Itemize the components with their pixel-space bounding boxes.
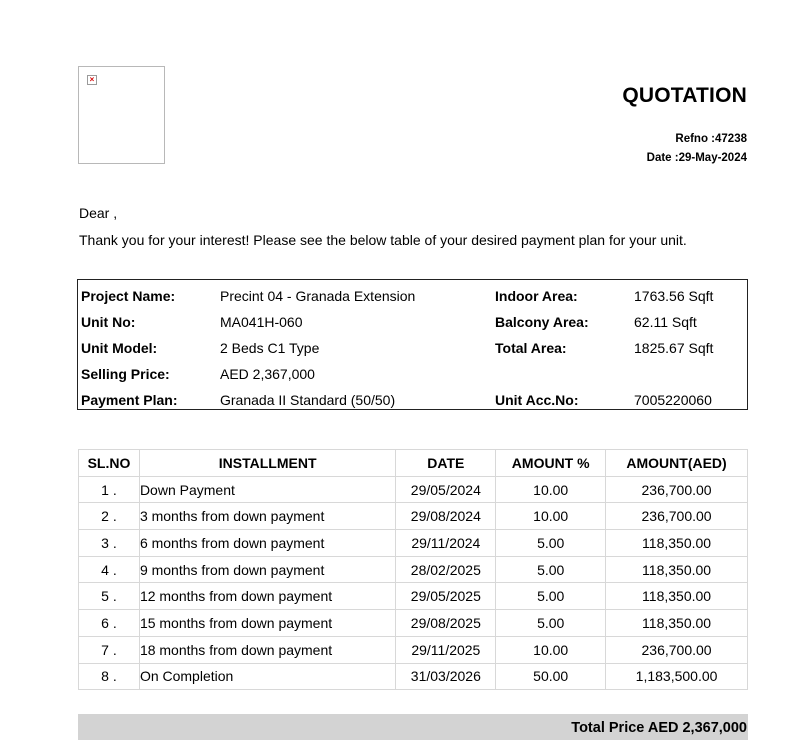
- cell-sl: 6 .: [79, 610, 140, 637]
- cell-date: 29/05/2024: [396, 476, 496, 503]
- table-row: [79, 663, 748, 690]
- cell-installment: 6 months from down payment: [139, 530, 395, 557]
- table-row: [79, 476, 748, 503]
- total-price: Total Price AED 2,367,000: [571, 720, 747, 736]
- reference-number: Refno :47238: [675, 133, 747, 145]
- cell-installment: Down Payment: [139, 476, 395, 503]
- cell-date: 31/03/2026: [396, 663, 496, 690]
- installment-table: [78, 449, 748, 690]
- indoor-area-label: Indoor Area:: [495, 288, 578, 304]
- balcony-area-value: 62.11 Sqft: [634, 314, 697, 330]
- cell-percent: 50.00: [496, 663, 606, 690]
- project-name-value: Precint 04 - Granada Extension: [220, 288, 416, 304]
- unit-acc-label: Unit Acc.No:: [495, 392, 579, 408]
- cell-sl: 4 .: [79, 556, 140, 583]
- unit-model-label: Unit Model:: [81, 340, 158, 356]
- cell-date: 29/11/2024: [396, 530, 496, 557]
- balcony-area-label: Balcony Area:: [495, 314, 589, 330]
- cell-installment: 18 months from down payment: [139, 636, 395, 663]
- cell-sl: 7 .: [79, 636, 140, 663]
- cell-sl: 8 .: [79, 663, 140, 690]
- cell-amount: 118,350.00: [606, 610, 748, 637]
- cell-percent: 5.00: [496, 583, 606, 610]
- indoor-area-value: 1763.56 Sqft: [634, 288, 714, 304]
- header-sl-no: SL.NO: [79, 450, 140, 477]
- table-row: [79, 636, 748, 663]
- selling-price-label: Selling Price:: [81, 366, 170, 382]
- cell-amount: 118,350.00: [606, 530, 748, 557]
- unit-info-box: [77, 279, 748, 410]
- quotation-date: Date :29-May-2024: [646, 152, 747, 164]
- cell-amount: 236,700.00: [606, 476, 748, 503]
- broken-image-icon: ×: [87, 75, 97, 85]
- cell-date: 29/11/2025: [396, 636, 496, 663]
- cell-date: 28/02/2025: [396, 556, 496, 583]
- cell-percent: 5.00: [496, 610, 606, 637]
- cell-installment: 12 months from down payment: [139, 583, 395, 610]
- cell-amount: 236,700.00: [606, 503, 748, 530]
- table-row: [79, 583, 748, 610]
- cell-amount: 118,350.00: [606, 583, 748, 610]
- total-area-value: 1825.67 Sqft: [634, 340, 714, 356]
- payment-plan-value: Granada II Standard (50/50): [220, 392, 396, 408]
- unit-model-value: 2 Beds C1 Type: [220, 340, 320, 356]
- cell-installment: 15 months from down payment: [139, 610, 395, 637]
- intro-text: Thank you for your interest! Please see the below table of your desired payment plan for your unit.: [79, 232, 687, 248]
- selling-price-value: AED 2,367,000: [220, 366, 315, 382]
- cell-percent: 10.00: [496, 476, 606, 503]
- table-row: [79, 530, 748, 557]
- cell-date: 29/08/2024: [396, 503, 496, 530]
- cell-percent: 10.00: [496, 636, 606, 663]
- table-header-row: [79, 450, 748, 477]
- total-area-label: Total Area:: [495, 340, 567, 356]
- cell-percent: 10.00: [496, 503, 606, 530]
- cell-date: 29/05/2025: [396, 583, 496, 610]
- header-date: DATE: [396, 450, 496, 477]
- cell-amount: 1,183,500.00: [606, 663, 748, 690]
- project-name-label: Project Name:: [81, 288, 176, 304]
- payment-plan-label: Payment Plan:: [81, 392, 178, 408]
- table-row: [79, 503, 748, 530]
- header-installment: INSTALLMENT: [139, 450, 395, 477]
- unit-no-value: MA041H-060: [220, 314, 303, 330]
- unit-acc-value: 7005220060: [634, 392, 712, 408]
- cell-sl: 1 .: [79, 476, 140, 503]
- company-logo-placeholder: [78, 66, 165, 164]
- cell-installment: On Completion: [139, 663, 395, 690]
- cell-amount: 118,350.00: [606, 556, 748, 583]
- cell-percent: 5.00: [496, 556, 606, 583]
- cell-installment: 3 months from down payment: [139, 503, 395, 530]
- cell-percent: 5.00: [496, 530, 606, 557]
- document-title: QUOTATION: [622, 84, 747, 107]
- greeting: Dear ,: [79, 205, 118, 221]
- header-amount-aed: AMOUNT(AED): [606, 450, 748, 477]
- cell-amount: 236,700.00: [606, 636, 748, 663]
- header-amount-percent: AMOUNT %: [496, 450, 606, 477]
- cell-date: 29/08/2025: [396, 610, 496, 637]
- table-row: [79, 556, 748, 583]
- cell-sl: 3 .: [79, 530, 140, 557]
- cell-sl: 2 .: [79, 503, 140, 530]
- table-row: [79, 610, 748, 637]
- cell-sl: 5 .: [79, 583, 140, 610]
- cell-installment: 9 months from down payment: [139, 556, 395, 583]
- unit-no-label: Unit No:: [81, 314, 136, 330]
